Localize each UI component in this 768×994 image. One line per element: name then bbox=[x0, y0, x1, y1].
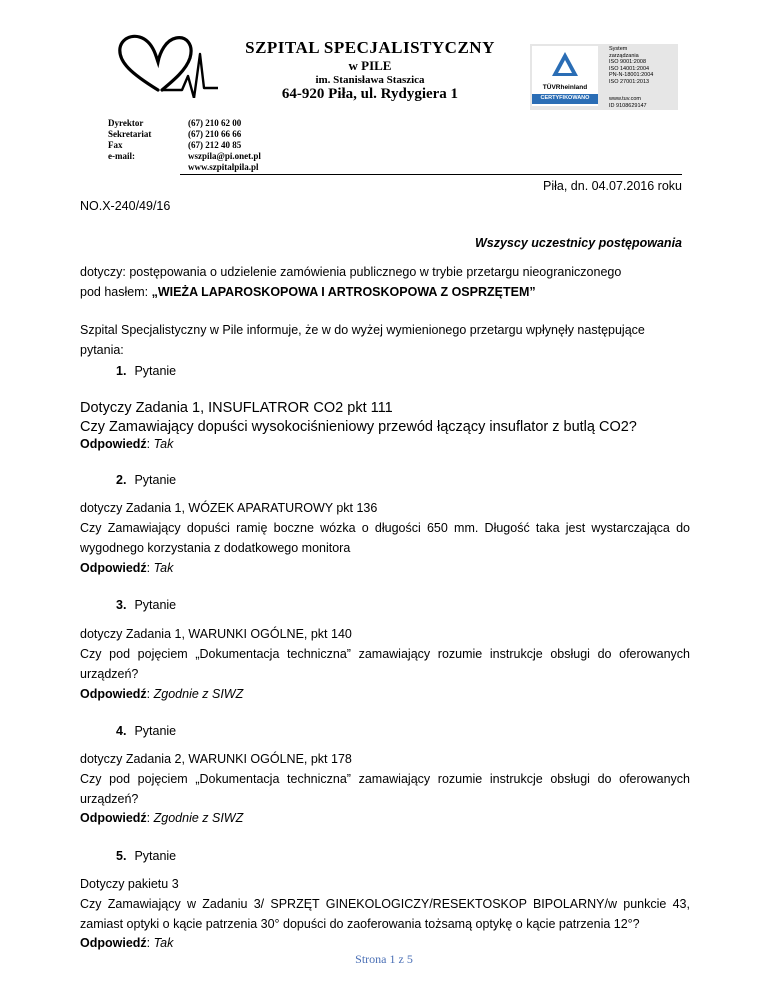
question-number: 3. bbox=[116, 598, 127, 612]
question-heading bbox=[116, 846, 176, 866]
question-title: dotyczy Zadania 2, WARUNKI OGÓLNE, pkt 178 bbox=[80, 752, 352, 766]
answer: Odpowiedź: Zgodnie z SIWZ bbox=[80, 811, 244, 825]
contact-email: wszpila@pi.onet.pl bbox=[188, 151, 261, 161]
question-heading bbox=[116, 470, 176, 490]
cert-id-line: ID 9108629147 bbox=[609, 102, 647, 109]
tuv-triangle-icon bbox=[550, 50, 580, 80]
certification-brand: TÜVRheinland bbox=[542, 84, 588, 91]
question-heading bbox=[116, 361, 176, 381]
document-reference: NO.X-240/49/16 bbox=[80, 199, 171, 213]
answer: Odpowiedź: Tak bbox=[80, 936, 174, 950]
letterhead-divider bbox=[180, 174, 682, 175]
answer-value: Tak bbox=[153, 561, 174, 575]
contact-website: www.szpitalpila.pl bbox=[188, 162, 259, 172]
answer-value: Zgodnie z SIWZ bbox=[153, 811, 244, 825]
tender-title: „WIEŻA LAPAROSKOPOWA I ARTROSKOPOWA Z OSPRZĘTEM” bbox=[151, 285, 536, 299]
answer-label: Odpowiedź bbox=[80, 687, 147, 701]
question-body: Czy Zamawiający w Zadaniu 3/ SPRZĘT GINEKOLOGICZY/RESEKTOSKOP BIPOLARNY/w punkcie 43, zamiast optyki o kącie patrzenia 30° dopuści do zaoferowania tożsamą optykę o kącie patrzenia 12°? bbox=[80, 897, 690, 931]
question-title: dotyczy Zadania 1, WARUNKI OGÓLNE, pkt 140 bbox=[80, 627, 352, 641]
question-label: Pytanie bbox=[134, 473, 177, 487]
question-body: Czy Zamawiający dopuści ramię boczne wózka o długości 650 mm. Długość taka jest wystarczająca do wygodnego korzystania z dodatkowego monitora bbox=[80, 521, 690, 555]
hospital-city: w PILE bbox=[348, 58, 392, 73]
contact-value: (67) 212 40 85 bbox=[188, 140, 242, 150]
question-number: 4. bbox=[116, 724, 127, 738]
question-number: 1. bbox=[116, 364, 127, 378]
answer: Odpowiedź: Tak bbox=[80, 561, 174, 575]
contact-label: e-mail: bbox=[108, 151, 135, 161]
certification-standards bbox=[609, 46, 653, 86]
answer-value: Tak bbox=[153, 437, 174, 451]
answer-value: Tak bbox=[153, 936, 174, 950]
certification-web bbox=[609, 96, 647, 109]
cert-standard-line: System bbox=[609, 46, 628, 52]
answer-label: Odpowiedź bbox=[80, 437, 147, 451]
question-heading bbox=[116, 595, 176, 615]
question-heading bbox=[116, 721, 176, 741]
document-date: Piła, dn. 04.07.2016 roku bbox=[543, 179, 682, 193]
hospital-address: 64-920 Piła, ul. Rydygiera 1 bbox=[281, 86, 459, 102]
hospital-name: SZPITAL SPECJALISTYCZNY bbox=[245, 38, 495, 57]
answer-value: Zgodnie z SIWZ bbox=[153, 687, 244, 701]
contact-label: Fax bbox=[108, 140, 123, 150]
question-body: Czy pod pojęciem „Dokumentacja techniczna” zamawiający rozumie instrukcje obsługi do oferowanych urządzeń? bbox=[80, 647, 690, 681]
contact-value: (67) 210 66 66 bbox=[188, 129, 242, 139]
intro-text: Szpital Specjalistyczny w Pile informuje, że w do wyżej wymienionego przetargu wpłynęły następujące pytania: bbox=[80, 323, 645, 357]
question-title: Dotyczy pakietu 3 bbox=[80, 877, 179, 891]
subject-title-line bbox=[80, 282, 690, 302]
subject-line: dotyczy: postępowania o udzielenie zamówienia publicznego w trybie przetargu nieograniczonego bbox=[80, 265, 622, 279]
question-label: Pytanie bbox=[134, 724, 177, 738]
cert-web-line: www.tuv.com bbox=[609, 96, 641, 102]
answer: Odpowiedź: Tak bbox=[80, 437, 174, 451]
question-label: Pytanie bbox=[134, 849, 177, 863]
question-number: 2. bbox=[116, 473, 127, 487]
subject-prefix: pod hasłem: bbox=[80, 285, 152, 299]
question-body: Czy pod pojęciem „Dokumentacja techniczna” zamawiający rozumie instrukcje obsługi do oferowanych urządzeń? bbox=[80, 772, 690, 806]
question-body: Czy Zamawiający dopuści wysokociśnieniowy przewód łączący insuflator z butlą CO2? bbox=[80, 419, 637, 435]
cert-standard-line: ISO 14001:2004 bbox=[609, 65, 650, 72]
contact-label: Sekretariat bbox=[108, 129, 152, 139]
addressee: Wszyscy uczestnicy postępowania bbox=[474, 236, 682, 250]
contact-value: (67) 210 62 00 bbox=[188, 118, 242, 128]
question-label: Pytanie bbox=[134, 598, 177, 612]
answer-label: Odpowiedź bbox=[80, 936, 147, 950]
cert-standard-line: zarządzania bbox=[609, 52, 639, 59]
question-label: Pytanie bbox=[134, 364, 177, 378]
question-title: Dotyczy Zadania 1, INSUFLATROR CO2 pkt 111 bbox=[80, 400, 393, 416]
question-title: dotyczy Zadania 1, WÓZEK APARATUROWY pkt 136 bbox=[80, 501, 378, 515]
certification-label: CERTYFIKOWANO bbox=[540, 95, 590, 101]
cert-standard-line: ISO 9001:2008 bbox=[609, 59, 647, 66]
hospital-patron: im. Stanisława Staszica bbox=[315, 74, 425, 86]
answer-label: Odpowiedź bbox=[80, 561, 147, 575]
answer: Odpowiedź: Zgodnie z SIWZ bbox=[80, 687, 244, 701]
cert-standard-line: PN-N-18001:2004 bbox=[609, 72, 654, 79]
answer-label: Odpowiedź bbox=[80, 811, 147, 825]
contact-label: Dyrektor bbox=[108, 118, 144, 128]
cert-standard-line: ISO 27001:2013 bbox=[609, 78, 650, 85]
page-number: Strona 1 z 5 bbox=[355, 952, 413, 966]
question-number: 5. bbox=[116, 849, 127, 863]
